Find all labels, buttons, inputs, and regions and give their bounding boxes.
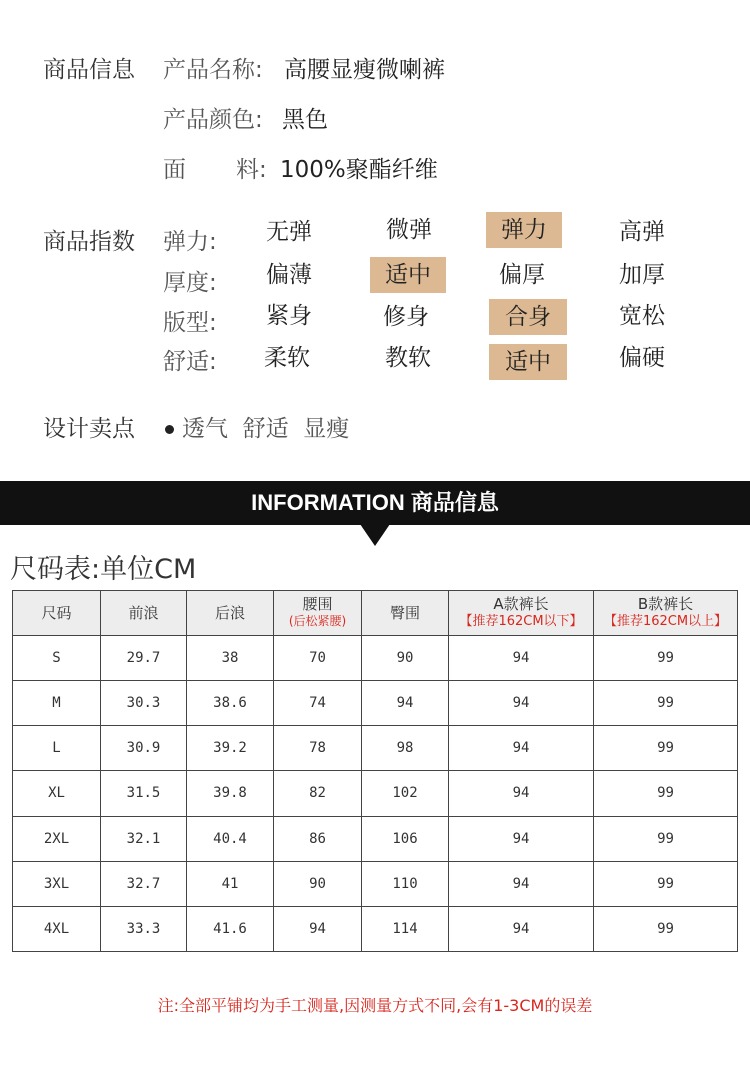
elasticity-option-selected: 弹力 [486,212,562,248]
fit-option: 修身 [383,304,429,330]
fit-option: 宽松 [619,303,665,329]
section-label-product-index: 商品指数 [43,229,135,255]
table-cell: 32.7 [101,861,187,906]
table-cell: 106 [362,816,449,861]
table-row [13,681,738,726]
header-waist [274,591,362,636]
header-text: 前浪 [128,603,159,622]
table-cell: 94 [449,771,594,816]
table-cell: 110 [362,861,449,906]
table-cell: 30.9 [101,726,187,771]
size-table [12,590,738,952]
table-cell: 32.1 [101,816,187,861]
product-name-label: 产品名称: [163,57,263,83]
table-cell: 38 [187,636,274,681]
table-cell: 78 [274,726,362,771]
table-cell: 33.3 [101,906,187,951]
table-cell: 99 [594,681,738,726]
information-banner [0,481,750,525]
comfort-option-selected: 适中 [489,344,567,380]
table-header-row [13,591,738,636]
thickness-option: 偏厚 [499,262,545,288]
header-text: 腰围 [302,595,333,613]
table-cell: 94 [449,906,594,951]
table-cell: 4XL [13,906,101,951]
table-cell: 40.4 [187,816,274,861]
header-note: (后松紧腰) [288,614,347,628]
table-cell: 94 [449,726,594,771]
header-size [13,591,101,636]
fit-label: 版型: [163,310,217,336]
table-cell: XL [13,771,101,816]
table-cell: 70 [274,636,362,681]
table-cell: 99 [594,771,738,816]
table-cell: 94 [449,816,594,861]
comfort-option: 教软 [385,345,431,371]
thickness-option: 加厚 [619,262,665,288]
banner-title: INFORMATION 商品信息 [251,490,499,515]
elasticity-option: 无弹 [266,219,312,245]
header-note: 【推荐162CM以下】 [459,614,583,629]
table-cell: 86 [274,816,362,861]
table-cell: 31.5 [101,771,187,816]
header-text: B款裤长 [637,595,694,613]
selling-points [165,410,349,443]
selling-points-label: 设计卖点 [43,416,135,442]
bullet-icon [165,425,174,434]
measurement-footnote: 注:全部平铺均为手工测量,因测量方式不同,会有1-3CM的误差 [157,996,593,1015]
table-row [13,771,738,816]
table-cell: S [13,636,101,681]
table-cell: 41.6 [187,906,274,951]
size-chart-title: 尺码表:单位CM [10,554,197,585]
header-b-length [594,591,738,636]
header-front-rise [101,591,187,636]
thickness-option: 偏薄 [266,262,312,288]
elasticity-option: 微弹 [386,217,432,243]
table-cell: 94 [362,681,449,726]
header-hip [362,591,449,636]
product-color-label: 产品颜色: [163,107,263,133]
table-cell: 2XL [13,816,101,861]
table-cell: 39.2 [187,726,274,771]
table-cell: 39.8 [187,771,274,816]
header-text: 后浪 [214,603,245,622]
fabric-value: 100%聚酯纤维 [280,157,438,183]
elasticity-option: 高弹 [619,219,665,245]
table-cell: 38.6 [187,681,274,726]
elasticity-label: 弹力: [163,229,217,255]
table-row [13,861,738,906]
comfort-label: 舒适: [163,349,217,375]
table-cell: 99 [594,861,738,906]
table-cell: L [13,726,101,771]
table-cell: 94 [449,681,594,726]
table-cell: 94 [274,906,362,951]
fabric-label-left: 面 [163,157,186,183]
table-cell: 98 [362,726,449,771]
table-cell: 99 [594,816,738,861]
section-label-product-info: 商品信息 [43,57,135,83]
header-text: 尺码 [41,603,72,622]
table-row [13,636,738,681]
header-a-length [449,591,594,636]
table-cell: 94 [449,636,594,681]
header-text: A款裤长 [493,595,549,613]
table-row [13,726,738,771]
thickness-label: 厚度: [163,270,217,296]
thickness-option-selected: 适中 [370,257,446,293]
banner-arrow-icon [360,524,390,546]
table-cell: 99 [594,726,738,771]
fit-option: 紧身 [266,303,312,329]
table-cell: 29.7 [101,636,187,681]
header-back-rise [187,591,274,636]
product-name-value: 高腰显瘦微喇裤 [284,57,445,83]
table-cell: 90 [274,861,362,906]
table-cell: 99 [594,636,738,681]
header-note: 【推荐162CM以上】 [603,614,728,629]
table-cell: 30.3 [101,681,187,726]
table-cell: 82 [274,771,362,816]
table-cell: 114 [362,906,449,951]
table-cell: 99 [594,906,738,951]
table-cell: M [13,681,101,726]
table-cell: 3XL [13,861,101,906]
selling-points-text: 透气 舒适 显瘦 [182,416,350,442]
fabric-label-right: 料: [236,157,267,183]
fit-option-selected: 合身 [489,299,567,335]
table-cell: 94 [449,861,594,906]
comfort-option: 偏硬 [619,345,665,371]
table-row [13,816,738,861]
product-color-value: 黑色 [282,107,328,133]
table-row [13,906,738,951]
comfort-option: 柔软 [264,345,310,371]
table-cell: 102 [362,771,449,816]
table-cell: 90 [362,636,449,681]
header-text: 臀围 [389,603,420,622]
table-cell: 41 [187,861,274,906]
table-cell: 74 [274,681,362,726]
